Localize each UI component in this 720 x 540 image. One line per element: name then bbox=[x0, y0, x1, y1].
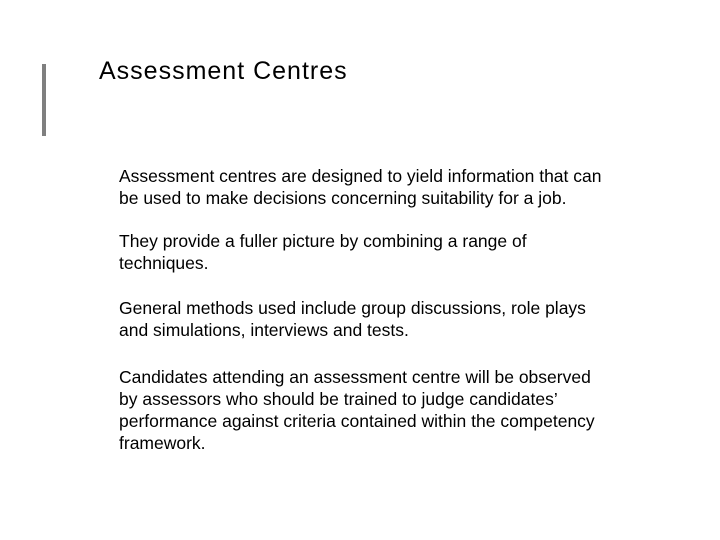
title-accent-bar bbox=[42, 64, 46, 136]
paragraph-assessors: Candidates attending an assessment centre will be observed by assessors who should be trained to judge candidates’ performance against criteria contained within the competency framework. bbox=[119, 367, 595, 453]
slide-body bbox=[119, 165, 609, 475]
paragraph-methods: General methods used include group discussions, role plays and simulations, interviews and tests. bbox=[119, 298, 586, 340]
paragraph-fuller-picture: They provide a fuller picture by combining a range of techniques. bbox=[119, 231, 527, 273]
paragraph-purpose: Assessment centres are designed to yield information that can be used to make decisions concerning suitability for a job. bbox=[119, 166, 602, 208]
slide-title: Assessment Centres bbox=[99, 57, 348, 85]
